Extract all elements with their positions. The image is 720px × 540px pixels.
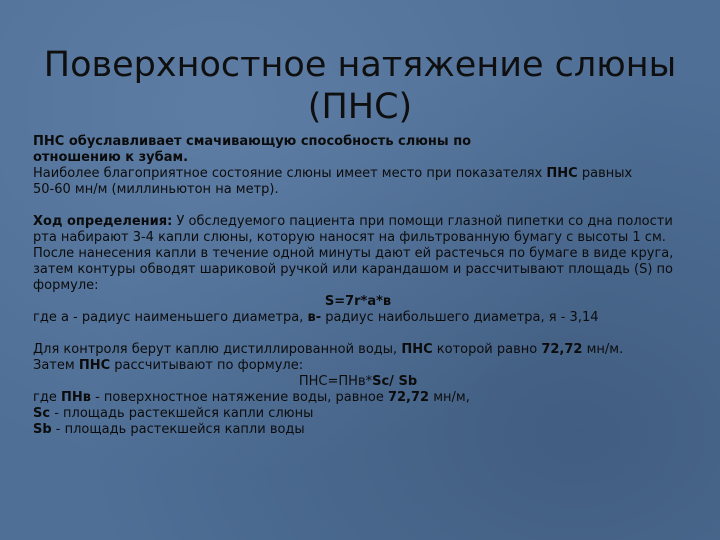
pnv-text-2: - поверхностное натяжение воды, равное xyxy=(90,390,388,405)
intro-line-2: отношению к зубам. xyxy=(33,150,189,165)
slide-title xyxy=(20,44,700,128)
legend-a: где а - радиус наименьшего диаметра, xyxy=(33,310,308,325)
then-text-2: рассчитывают по формуле: xyxy=(110,358,304,373)
pnv-definition xyxy=(33,390,683,406)
procedure-text: У обследуемого пациента при помощи глазной пипетки со дна полости рта набирают 3-4 капли слюны, которую наносят на фильтрованную бумагу с высоты 1 см. После нанесения капли в течение одной минуты дают ей растечься по бумаге в виде круга, затем контуры обводят шариковой ручкой или карандашом и рассчитывают площадь (S) по формуле: xyxy=(33,214,674,293)
intro-line-1: ПНС обуславливает смачивающую способность слюны по xyxy=(33,134,472,149)
sb-symbol: Sb xyxy=(33,422,52,437)
pnv-value: 72,72 xyxy=(387,390,430,405)
then-text: Затем xyxy=(33,358,79,373)
legend-b-symbol: в- xyxy=(307,310,322,325)
control-pns: ПНС xyxy=(401,342,433,357)
slide-body xyxy=(33,134,683,438)
optimal-text: Наиболее благоприятное состояние слюны имеет место при показателях xyxy=(33,166,547,181)
pnv-unit: мн/м, xyxy=(429,390,470,405)
procedure-label: Ход определения: xyxy=(33,214,173,229)
formula-pns-ratio: Sc/ Sb xyxy=(372,374,418,389)
then-pns: ПНС xyxy=(78,358,111,373)
spacer xyxy=(33,198,683,214)
pnv-symbol: ПНв xyxy=(60,390,91,405)
control-text-2: которой равно xyxy=(432,342,542,357)
then-paragraph xyxy=(33,358,683,374)
optimal-range: 50-60 мн/м (миллиньютон на метр). xyxy=(33,182,279,197)
title-line-2: (ПНС) xyxy=(307,87,413,127)
sb-definition xyxy=(33,422,683,438)
sb-text: - площадь растекшейся капли воды xyxy=(51,422,305,437)
optimal-text-end: равных xyxy=(577,166,633,181)
formula-pns-left: ПНС=ПНв* xyxy=(298,374,373,389)
legend-b: радиус наибольшего диаметра, я - 3,14 xyxy=(321,310,599,325)
title-line-1: Поверхностное натяжение слюны xyxy=(43,45,677,85)
spacer xyxy=(33,326,683,342)
formula-legend xyxy=(33,310,683,326)
formula-area: S=7r*а*в xyxy=(324,294,392,309)
control-unit: мн/м. xyxy=(582,342,624,357)
control-value: 72,72 xyxy=(541,342,583,357)
formula-pns xyxy=(33,374,683,390)
optimal-paragraph xyxy=(33,166,683,182)
control-paragraph xyxy=(33,342,683,358)
optimal-pns: ПНС xyxy=(546,166,578,181)
control-text: Для контроля берут каплю дистиллированной воды, xyxy=(33,342,402,357)
sc-text: - площадь растекшейся капли слюны xyxy=(50,406,314,421)
procedure-paragraph xyxy=(33,214,683,294)
sc-definition xyxy=(33,406,683,422)
sc-symbol: Sc xyxy=(33,406,51,421)
pnv-text: где xyxy=(33,390,61,405)
